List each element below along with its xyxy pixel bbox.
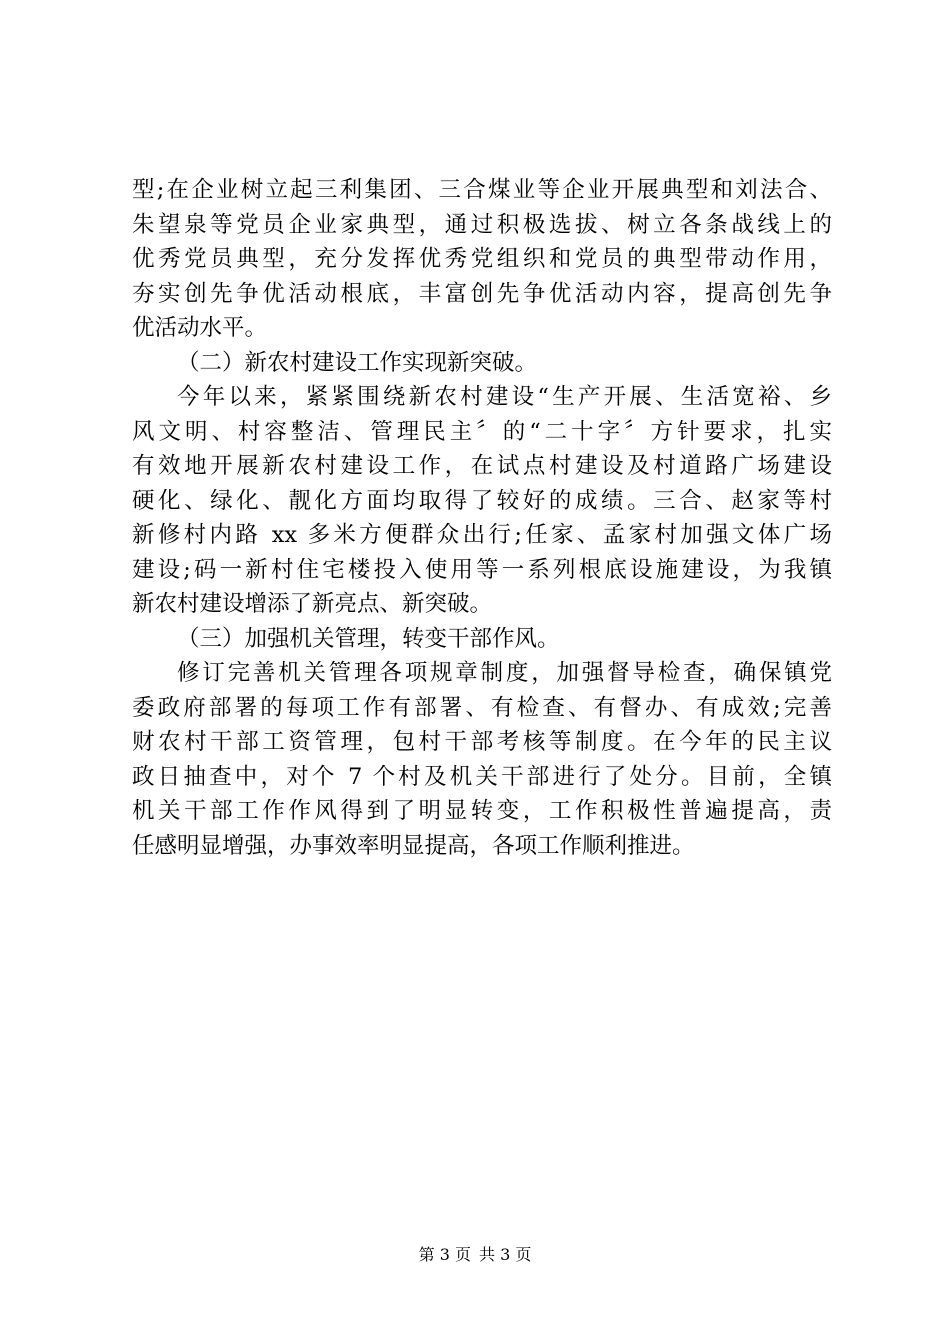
text-line: 有效地开展新农村建设工作，在试点村建设及村道路广场建设 — [132, 453, 832, 479]
text-line: 机关干部工作作风得到了明显转变，工作积极性普遍提高，责 — [132, 798, 832, 824]
text-line: 优秀党员典型，充分发挥优秀党组织和党员的典型带动作用， — [132, 246, 832, 272]
text-line: 建设;码一新村住宅楼投入使用等一系列根底设施建设，为我镇 — [132, 556, 832, 583]
text-line: 委政府部署的每项工作有部署、有检查、有督办、有成效;完善 — [132, 694, 832, 721]
section-heading: （二）新农村建设工作实现新突破。 — [177, 349, 538, 376]
text-line: 任感明显增强，办事效率明显提高，各项工作顺利推进。 — [132, 832, 695, 859]
page-number: 第 3 页 — [418, 1245, 471, 1264]
text-line: 财农村干部工资管理，包村干部考核等制度。在今年的民主议 — [132, 729, 832, 755]
page-total: 共 3 页 — [479, 1245, 532, 1264]
text-line: 优活动水平。 — [132, 315, 268, 341]
document-body — [132, 173, 832, 863]
text-line: 硬化、绿化、靓化方面均取得了较好的成绩。三合、赵家等村 — [132, 487, 832, 514]
section-heading: （三）加强机关管理，转变干部作风。 — [177, 625, 560, 652]
text-line: 夯实创先争优活动根底，丰富创先争优活动内容，提高创先争 — [132, 280, 832, 307]
text-line: 风文明、村容整洁、管理民主〞的“二十字〞方针要求，扎实 — [132, 418, 832, 445]
text-line: 型;在企业树立起三利集团、三合煤业等企业开展典型和刘法合、 — [132, 177, 832, 203]
text-line: 朱望泉等党员企业家典型，通过积极选拔、树立各条战线上的 — [132, 211, 832, 238]
text-line: 政日抽查中，对个 7 个村及机关干部进行了处分。目前，全镇 — [132, 763, 832, 790]
text-line: 新农村建设增添了新亮点、新突破。 — [132, 591, 493, 617]
text-line: 今年以来，紧紧围绕新农村建设“生产开展、生活宽裕、乡 — [177, 384, 832, 410]
text-line: 新修村内路 xx 多米方便群众出行;任家、孟家村加强文体广场 — [132, 522, 832, 548]
page-footer — [0, 1244, 950, 1266]
text-line: 修订完善机关管理各项规章制度，加强督导检查，确保镇党 — [177, 660, 832, 686]
